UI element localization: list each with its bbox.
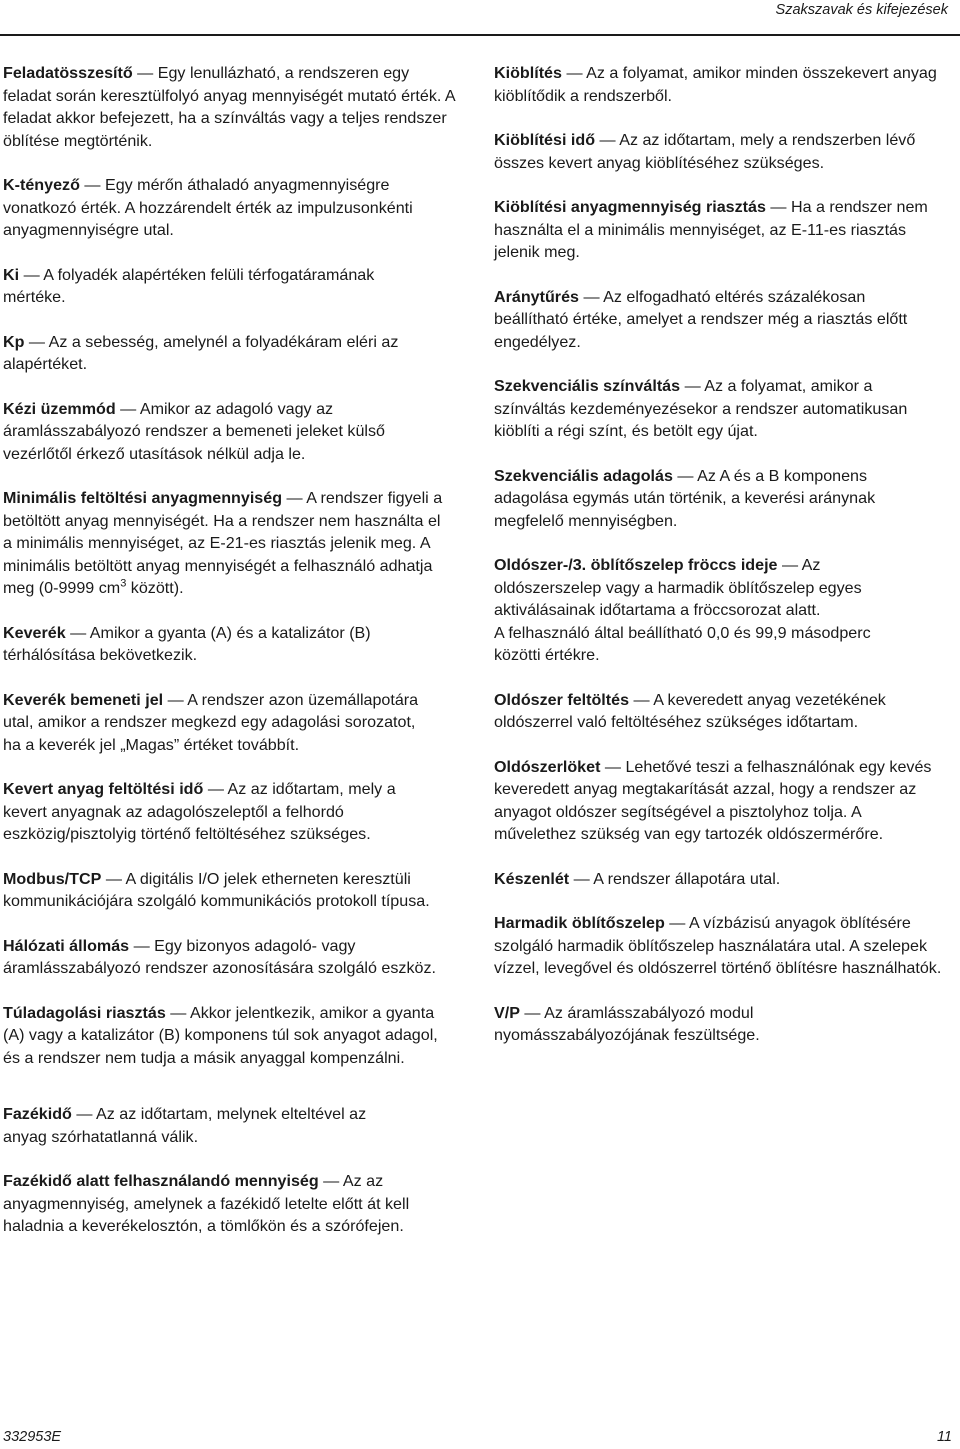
entry-term: Feladatösszesítő — [3, 64, 133, 82]
page-header-title: Szakszavak és kifejezések — [775, 2, 948, 18]
glossary-entry — [494, 868, 944, 891]
entry-definition: A rendszer azon üzemállapotára utal, amikor a rendszer megkezd egy adagolási sorozatot, ha a keverék jel „Magas” értéket továbbít. — [3, 690, 419, 754]
header-rule — [0, 34, 960, 36]
entry-definition: Az az időtartam, mely a rendszerben lévő összes kevert anyag kiöblítéséhez szükséges. — [494, 131, 916, 172]
entry-separator: — — [578, 287, 604, 306]
entry-term: Modbus/TCP — [3, 869, 102, 888]
glossary-entry — [3, 398, 433, 466]
entry-separator: — — [629, 690, 654, 709]
glossary-entry — [494, 375, 934, 443]
entry-separator: — — [203, 780, 228, 798]
entry-definition: Az A és a B komponens adagolása egymás után történik, a keverési aránynak megfelelő mennyiségben. — [494, 466, 876, 530]
entry-definition: A vízbázisú anyagok öblítésére szolgáló harmadik öblítőszelep használatára utal. A szelepek vízzel, levegővel és oldószerrel történő öblítésre használhatók. — [494, 914, 942, 977]
right-column — [494, 62, 954, 1047]
glossary-entry — [3, 1170, 443, 1238]
entry-term: Szekvenciális adagolás — [494, 466, 673, 485]
superscript-3: 3 — [120, 577, 127, 590]
entry-definition: Amikor az adagoló vagy az áramlásszabályozó rendszer a bemeneti jeleket külső vezérlőtől érkező utasítások nélkül adja le. — [3, 399, 385, 463]
entry-term: Szekvenciális színváltás — [494, 377, 681, 395]
glossary-entry — [494, 465, 914, 533]
entry-separator: — — [680, 377, 705, 395]
entry-definition: Az a folyamat, amikor minden összekevert anyag kiöblítődik a rendszerből. — [494, 64, 937, 105]
entry-separator: — — [19, 265, 44, 284]
glossary-entry — [494, 756, 944, 846]
entry-definition: Ha a rendszer nem használta el a minimális mennyiséget, az E-11-es riasztás jelenik meg. — [494, 198, 928, 261]
glossary-entry — [3, 487, 453, 600]
glossary-entry — [494, 129, 924, 174]
entry-separator: — — [777, 556, 802, 574]
entry-term: Hálózati állomás — [3, 936, 130, 955]
glossary-entry — [494, 554, 914, 667]
glossary-entry — [3, 264, 433, 309]
entry-separator: — — [672, 466, 698, 485]
entry-definition: Az az időtartam, mely a kevert anyagnak az adagolószeleptől a felhordó eszközig/pisztolyig történő feltöltéséhez szükséges. — [3, 780, 396, 843]
glossary-entry — [494, 62, 944, 107]
entry-definition: Az az anyagmennyiség, amelynek a fazékidő letelte előtt át kell haladnia a keverékelosztón, a tömlőkön és a szórófejen. — [3, 1172, 410, 1235]
entry-separator: — — [132, 64, 158, 82]
entry-separator: — — [765, 198, 791, 216]
entry-separator: — — [129, 936, 155, 955]
entry-term: Aránytűrés — [494, 287, 579, 306]
entry-definition: Az a folyamat, amikor a színváltás kezdeményezésekor a rendszer automatikusan kiöblíti a régi színt, és betölt egy újat. — [494, 377, 908, 440]
glossary-entry — [3, 1002, 443, 1070]
entry-term: Túladagolási riasztás — [3, 1003, 166, 1022]
entry-definition: Egy lenullázható, a rendszeren egy feladat során keresztülfolyó anyag mennyiségét mutató érték. A feladat akkor befejezett, ha a színváltás vagy a teljes rendszer öblítése megtörténik. — [3, 64, 455, 150]
entry-definition: Az elfogadható eltérés százalékosan beállítható értéke, amelyet a rendszer még a riasztás előtt engedélyez. — [494, 287, 908, 351]
entry-term: Kp — [3, 332, 25, 351]
entry-term: Ki — [3, 265, 20, 284]
glossary-entry — [3, 331, 433, 376]
entry-term: Kiöblítési idő — [494, 131, 596, 149]
entry-term: Kiöblítés — [494, 64, 562, 82]
glossary-entry — [494, 1002, 914, 1047]
glossary-entry — [3, 868, 453, 913]
entry-definition: A keveredett anyag vezetékének oldószerrel való feltöltéséhez szükséges időtartam. — [494, 690, 886, 731]
entry-definition: A digitális I/O jelek etherneten keresztüli kommunikációjára szolgáló kommunikációs protokoll típusa. — [3, 869, 430, 910]
entry-separator: — — [595, 131, 620, 149]
entry-definition: Egy mérőn áthaladó anyagmennyiségre vonatkozó érték. A hozzárendelt érték az impulzusonkénti anyagmennyiségre utal. — [3, 176, 413, 239]
glossary-entry — [494, 689, 934, 734]
entry-separator: — — [65, 623, 90, 642]
entry-term: Fazékidő — [3, 1105, 72, 1123]
left-column — [3, 62, 463, 1238]
glossary-entry — [494, 912, 954, 980]
entry-term: Minimális feltöltési anyagmennyiség — [3, 489, 283, 507]
entry-term: Kézi üzemmód — [3, 399, 116, 418]
entry-definition: Az az időtartam, melynek elteltével az anyag szórhatatlanná válik. — [3, 1105, 367, 1146]
glossary-entry — [3, 935, 443, 980]
entry-definition: Akkor jelentkezik, amikor a gyanta (A) vagy a katalizátor (B) komponens túl sok anyagot adagol, és a rendszer nem tudja a másik anyaggal kompenzálni. — [3, 1003, 438, 1067]
entry-definition: A rendszer figyeli a betöltött anyag mennyiségét. Ha a rendszer nem használta el a minimális mennyiséget, az E-21-es riasztás jelenik meg. A minimális betöltött anyag mennyiségét a felhasználó adhatja meg (0-9999 cm — [3, 489, 443, 597]
entry-definition: A folyadék alapértéken felüli térfogatáramának mértéke. — [3, 265, 375, 306]
entry-definition: Egy bizonyos adagoló- vagy áramlásszabályozó rendszer azonosítására szolgáló eszköz. — [3, 936, 436, 977]
glossary-entry — [494, 196, 949, 264]
glossary-entry — [3, 174, 433, 242]
glossary-entry — [3, 622, 433, 667]
glossary-entry — [3, 62, 461, 152]
entry-term: Oldószerlöket — [494, 757, 601, 776]
entry-definition-second-line: A felhasználó által beállítható 0,0 és 99,9 másodperc közötti értékre. — [494, 623, 871, 664]
glossary-entry — [494, 286, 934, 354]
entry-term: Keverék — [3, 623, 66, 642]
entry-definition: Az oldószerszelep vagy a harmadik öblítőszelep egyes aktiválásainak időtartama a fröccsorozat alatt. — [494, 556, 862, 619]
entry-term: Fazékidő alatt felhasználandó mennyiség — [3, 1172, 319, 1190]
entry-term: Oldószer feltöltés — [494, 690, 630, 709]
entry-definition: A rendszer állapotára utal. — [593, 869, 781, 888]
entry-separator: — — [519, 1003, 545, 1022]
entry-definition: Lehetővé teszi a felhasználónak egy kevés keveredett anyag megtakarítását azzal, hogy a rendszer az anyagot oldószer segítségével a pisztolyhoz tolja. A művelethez szükség van egy tartozék oldószermérőre. — [494, 757, 932, 843]
entry-definition: Az áramlásszabályozó modul nyomásszabályozójának feszültsége. — [494, 1003, 760, 1044]
glossary-entry — [3, 689, 433, 757]
entry-separator: — — [282, 489, 307, 507]
entry-definition: Az a sebesség, amelynél a folyadékáram eléri az alapértéket. — [3, 332, 399, 373]
page-number: 11 — [936, 1429, 952, 1445]
entry-term: Kiöblítési anyagmennyiség riasztás — [494, 198, 766, 216]
entry-separator: — — [115, 399, 140, 418]
entry-term: Készenlét — [494, 869, 570, 888]
entry-definition: Amikor a gyanta (A) és a katalizátor (B) térhálósítása bekövetkezik. — [3, 623, 371, 664]
entry-separator: — — [318, 1172, 343, 1190]
entry-separator: — — [71, 1105, 97, 1123]
entry-separator: — — [165, 1003, 190, 1022]
entry-separator: — — [600, 757, 626, 776]
glossary-entry — [3, 778, 443, 846]
entry-definition-end: között). — [126, 579, 184, 597]
entry-term: Kevert anyag feltöltési idő — [3, 780, 204, 798]
entry-separator: — — [101, 869, 126, 888]
entry-separator: — — [561, 64, 587, 82]
entry-term: Oldószer-/3. öblítőszelep fröccs ideje — [494, 556, 778, 574]
entry-term: Harmadik öblítőszelep — [494, 914, 665, 932]
entry-term: Keverék bemeneti jel — [3, 690, 164, 709]
entry-separator: — — [664, 914, 689, 932]
entry-term: K-tényező — [3, 176, 80, 194]
entry-term: V/P — [494, 1003, 520, 1022]
glossary-entry — [3, 1103, 403, 1148]
entry-separator: — — [569, 869, 594, 888]
document-number: 332953E — [3, 1429, 62, 1445]
entry-separator: — — [163, 690, 188, 709]
entry-separator: — — [79, 176, 105, 194]
entry-separator: — — [24, 332, 49, 351]
